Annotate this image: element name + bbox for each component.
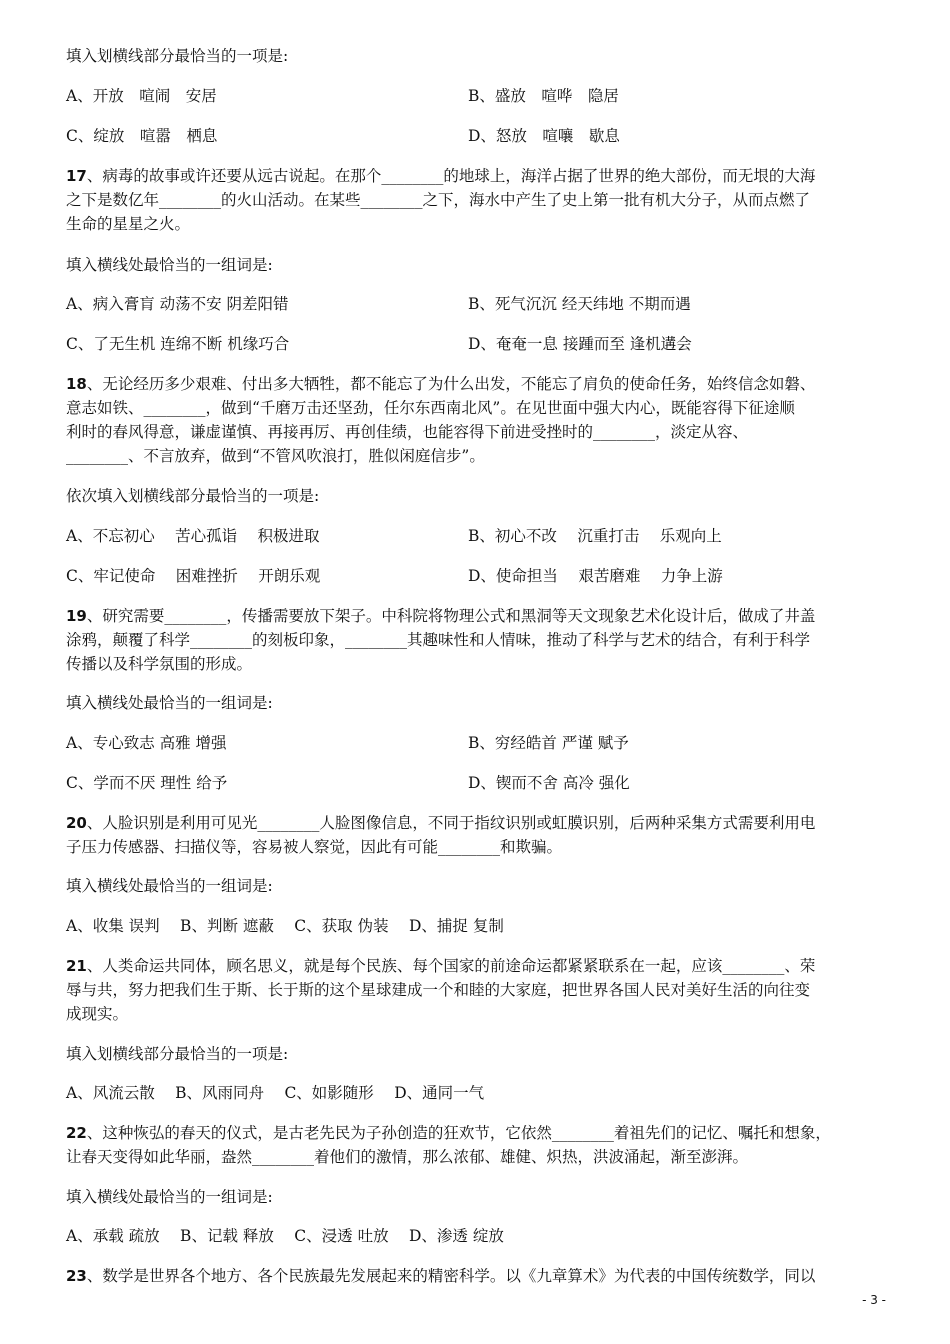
q20-options: A、收集 误判 B、判断 遮蔽 C、获取 伪装 D、捕捉 复制 <box>66 917 504 935</box>
q18-line-1: 18、无论经历多少艰难、付出多大牺牲，都不能忘了为什么出发，不能忘了肩负的使命任务，始终信念如磐、 <box>66 375 816 393</box>
q19-line-1: 19、研究需要________，传播需要放下架子。中科院将物理公式和黑洞等天文现象艺术化设计后，做成了井盖 <box>66 607 816 625</box>
q18-prompt: 依次填入划横线部分最恰当的一项是: <box>66 487 320 505</box>
page-number: - 3 - <box>862 1293 886 1307</box>
q20-number: 20 <box>66 814 87 832</box>
q21-line-1: 21、人类命运共同体，顾名思义，就是每个民族、每个国家的前途命运都紧紧联系在一起，应该________、荣 <box>66 957 816 975</box>
q17-option-b: B、死气沉沉 经天纬地 不期而遇 <box>468 295 691 313</box>
q19-option-d: D、锲而不舍 高冷 强化 <box>468 774 630 792</box>
q21-line-3: 成现实。 <box>66 1005 129 1023</box>
q20-prompt: 填入横线处最恰当的一组词是: <box>66 877 273 895</box>
q17-option-c: C、了无生机 连绵不断 机缘巧合 <box>66 335 290 353</box>
q18-option-d: D、使命担当 艰苦磨难 力争上游 <box>468 567 723 585</box>
q21-prompt: 填入划横线部分最恰当的一项是: <box>66 1045 289 1063</box>
q22-line-1: 22、这种恢弘的春天的仪式，是古老先民为子孙创造的狂欢节，它依然________着祖先们的记忆、嘱托和想象， <box>66 1124 831 1142</box>
q17-line-1: 17、病毒的故事或许还要从远古说起。在那个________的地球上，海洋占据了世界的绝大部份，而无垠的大海 <box>66 167 816 185</box>
q22-line-2: 让春天变得如此华丽，盎然________着他们的激情，那么浓郁、雄健、炽热，洪波涌起，渐至澎湃。 <box>66 1148 749 1166</box>
q16-option-c: C、绽放 喧嚣 栖息 <box>66 127 218 145</box>
q23-number: 23 <box>66 1267 87 1285</box>
q19-line-2: 涂鸦，颠覆了科学________的刻板印象，________其趣味性和人情味，推动了科学与艺术的结合，有利于科学 <box>66 631 811 649</box>
q20-line-2: 子压力传感器、扫描仪等，容易被人察觉，因此有可能________和欺骗。 <box>66 838 563 856</box>
q18-number: 18 <box>66 375 87 393</box>
q22-prompt: 填入横线处最恰当的一组词是: <box>66 1188 273 1206</box>
q19-option-a: A、专心致志 高雅 增强 <box>66 734 227 752</box>
q20-line-1: 20、人脸识别是利用可见光________人脸图像信息，不同于指纹识别或虹膜识别，后两种采集方式需要利用电 <box>66 814 816 832</box>
q16-prompt: 填入划横线部分最恰当的一项是: <box>66 47 289 65</box>
q16-option-d: D、怒放 喧嚷 歇息 <box>468 127 620 145</box>
q18-line-3: 利时的春风得意，谦虚谨慎、再接再厉、再创佳绩，也能容得下前进受挫时的________，淡定从容、 <box>66 423 749 441</box>
q16-option-b: B、盛放 喧哗 隐居 <box>468 87 619 105</box>
q16-option-a: A、开放 喧闹 安居 <box>66 87 217 105</box>
q23-line-1: 23、数学是世界各个地方、各个民族最先发展起来的精密科学。以《九章算术》为代表的中国传统数学，同以 <box>66 1267 816 1285</box>
q17-option-d: D、奄奄一息 接踵而至 逢机遘会 <box>468 335 692 353</box>
q19-option-c: C、学而不厌 理性 给予 <box>66 774 228 792</box>
q17-prompt: 填入横线处最恰当的一组词是: <box>66 256 273 274</box>
q17-number: 17 <box>66 167 87 185</box>
q19-option-b: B、穷经皓首 严谨 赋予 <box>468 734 629 752</box>
q18-option-b: B、初心不改 沉重打击 乐观向上 <box>468 527 722 545</box>
q18-line-4: ________、不言放弃，做到“不管风吹浪打，胜似闲庭信步”。 <box>66 447 485 465</box>
q19-number: 19 <box>66 607 87 625</box>
q19-line-3: 传播以及科学氛围的形成。 <box>66 655 253 673</box>
q22-number: 22 <box>66 1124 87 1142</box>
q17-line-3: 生命的星星之火。 <box>66 215 191 233</box>
q22-options: A、承载 疏放 B、记载 释放 C、浸透 吐放 D、渗透 绽放 <box>66 1227 504 1245</box>
q21-options: A、风流云散 B、风雨同舟 C、如影随形 D、通同一气 <box>66 1084 485 1102</box>
q21-number: 21 <box>66 957 87 975</box>
q21-line-2: 辱与共，努力把我们生于斯、长于斯的这个星球建成一个和睦的大家庭，把世界各国人民对美好生活的向往变 <box>66 981 811 999</box>
q18-line-2: 意志如铁、________，做到“千磨万击还坚劲，任尔东西南北风”。在见世面中强大内心，既能容得下征途顺 <box>66 399 795 417</box>
q18-option-a: A、不忘初心 苦心孤诣 积极进取 <box>66 527 320 545</box>
q17-option-a: A、病入膏肓 动荡不安 阴差阳错 <box>66 295 289 313</box>
q18-option-c: C、牢记使命 困难挫折 开朗乐观 <box>66 567 321 585</box>
q19-prompt: 填入横线处最恰当的一组词是: <box>66 694 273 712</box>
q17-line-2: 之下是数亿年________的火山活动。在某些________之下，海水中产生了史上第一批有机大分子，从而点燃了 <box>66 191 811 209</box>
